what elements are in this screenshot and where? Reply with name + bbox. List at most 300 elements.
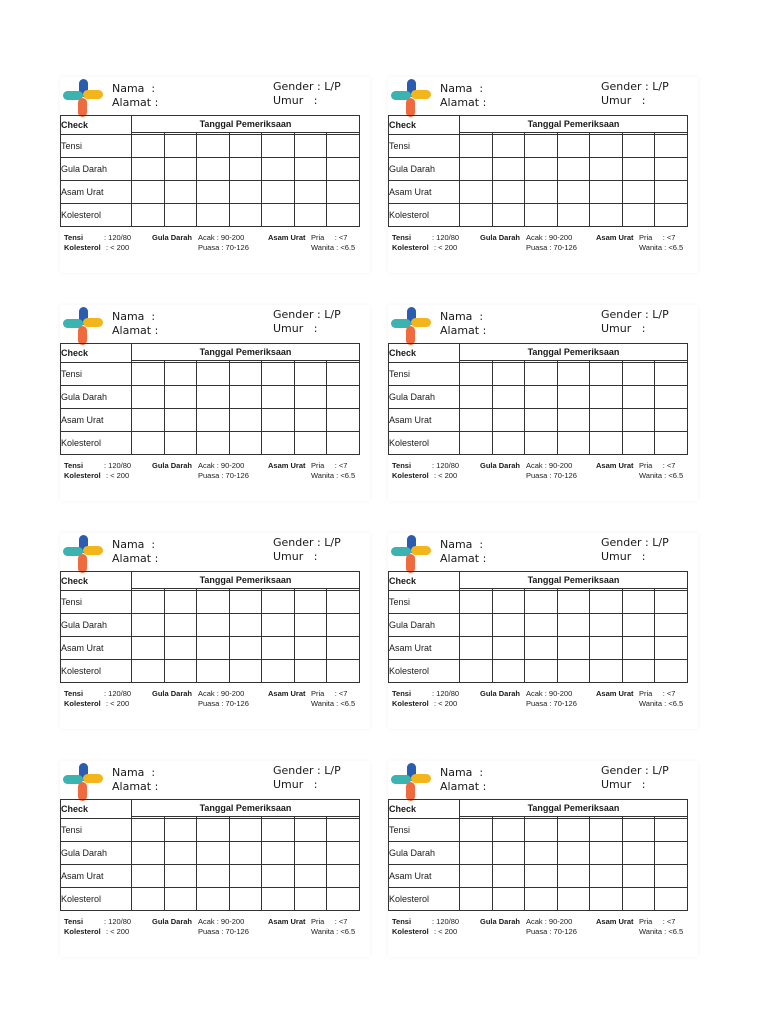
row-label-tensi: Tensi bbox=[61, 819, 132, 842]
entry-cell[interactable] bbox=[327, 363, 360, 386]
entry-cell[interactable] bbox=[590, 614, 623, 637]
nama-label: Nama : bbox=[440, 82, 484, 95]
entry-cell[interactable] bbox=[492, 386, 525, 409]
entry-cell[interactable] bbox=[262, 865, 295, 888]
nama-label: Nama : bbox=[440, 310, 484, 323]
entry-cell[interactable] bbox=[655, 887, 688, 910]
entry-cell[interactable] bbox=[197, 591, 230, 614]
entry-cell[interactable] bbox=[622, 181, 655, 204]
entry-cell[interactable] bbox=[197, 865, 230, 888]
entry-cell[interactable] bbox=[197, 203, 230, 226]
entry-cell[interactable] bbox=[294, 614, 327, 637]
entry-cell[interactable] bbox=[229, 614, 262, 637]
entry-cell[interactable] bbox=[327, 203, 360, 226]
entry-cell[interactable] bbox=[590, 887, 623, 910]
legend-urat-pria: Pria : <7 bbox=[639, 689, 676, 698]
entry-cell[interactable] bbox=[590, 363, 623, 386]
row-label-tensi: Tensi bbox=[389, 819, 460, 842]
entry-cell[interactable] bbox=[229, 158, 262, 181]
entry-cell[interactable] bbox=[655, 614, 688, 637]
legend-kolesterol-value: : < 200 bbox=[434, 699, 458, 708]
entry-cell[interactable] bbox=[132, 181, 165, 204]
entry-cell[interactable] bbox=[525, 409, 558, 432]
entry-cell[interactable] bbox=[294, 842, 327, 865]
umur-label: Umur : bbox=[273, 94, 318, 107]
entry-cell[interactable] bbox=[132, 409, 165, 432]
entry-cell[interactable] bbox=[164, 865, 197, 888]
entry-cell[interactable] bbox=[197, 409, 230, 432]
entry-cell[interactable] bbox=[525, 591, 558, 614]
entry-cell[interactable] bbox=[294, 203, 327, 226]
entry-cell[interactable] bbox=[557, 842, 590, 865]
entry-cell[interactable] bbox=[590, 181, 623, 204]
entry-cell[interactable] bbox=[164, 819, 197, 842]
check-table bbox=[388, 343, 688, 455]
entry-cell[interactable] bbox=[294, 591, 327, 614]
entry-cell[interactable] bbox=[229, 659, 262, 682]
entry-cell[interactable] bbox=[460, 135, 493, 158]
entry-cell[interactable] bbox=[460, 637, 493, 660]
entry-cell[interactable] bbox=[164, 614, 197, 637]
entry-cell[interactable] bbox=[229, 203, 262, 226]
entry-cell[interactable] bbox=[492, 819, 525, 842]
entry-cell[interactable] bbox=[557, 659, 590, 682]
entry-cell[interactable] bbox=[622, 887, 655, 910]
entry-cell[interactable] bbox=[327, 181, 360, 204]
legend-kolesterol-value: : < 200 bbox=[106, 927, 130, 936]
entry-cell[interactable] bbox=[262, 386, 295, 409]
date-header: Tanggal Pemeriksaan bbox=[460, 572, 688, 589]
entry-cell[interactable] bbox=[590, 659, 623, 682]
entry-cell[interactable] bbox=[164, 887, 197, 910]
entry-cell[interactable] bbox=[132, 887, 165, 910]
entry-cell[interactable] bbox=[262, 659, 295, 682]
entry-cell[interactable] bbox=[557, 363, 590, 386]
nama-label: Nama : bbox=[112, 538, 156, 551]
legend-gula-label: Gula Darah bbox=[152, 233, 193, 242]
entry-cell[interactable] bbox=[492, 181, 525, 204]
entry-cell[interactable] bbox=[229, 819, 262, 842]
entry-cell[interactable] bbox=[460, 819, 493, 842]
entry-cell[interactable] bbox=[492, 135, 525, 158]
entry-cell[interactable] bbox=[262, 431, 295, 454]
legend-urat-label: Asam Urat bbox=[596, 917, 634, 926]
entry-cell[interactable] bbox=[229, 135, 262, 158]
entry-cell[interactable] bbox=[460, 203, 493, 226]
entry-cell[interactable] bbox=[294, 865, 327, 888]
entry-cell[interactable] bbox=[622, 614, 655, 637]
entry-cell[interactable] bbox=[492, 431, 525, 454]
entry-cell[interactable] bbox=[294, 887, 327, 910]
entry-cell[interactable] bbox=[132, 203, 165, 226]
entry-cell[interactable] bbox=[229, 887, 262, 910]
entry-cell[interactable] bbox=[197, 158, 230, 181]
entry-cell[interactable] bbox=[590, 842, 623, 865]
entry-cell[interactable] bbox=[525, 431, 558, 454]
entry-cell[interactable] bbox=[590, 637, 623, 660]
entry-cell[interactable] bbox=[622, 659, 655, 682]
entry-cell[interactable] bbox=[655, 431, 688, 454]
entry-cell[interactable] bbox=[622, 842, 655, 865]
entry-cell[interactable] bbox=[327, 135, 360, 158]
entry-cell[interactable] bbox=[197, 842, 230, 865]
medical-cross-logo-icon bbox=[391, 79, 431, 117]
entry-cell[interactable] bbox=[655, 386, 688, 409]
entry-cell[interactable] bbox=[132, 135, 165, 158]
entry-cell[interactable] bbox=[262, 181, 295, 204]
entry-cell[interactable] bbox=[164, 409, 197, 432]
entry-cell[interactable] bbox=[164, 181, 197, 204]
entry-cell[interactable] bbox=[164, 386, 197, 409]
entry-cell[interactable] bbox=[622, 386, 655, 409]
entry-cell[interactable] bbox=[229, 637, 262, 660]
legend-urat-pria: Pria : <7 bbox=[311, 917, 348, 926]
legend-urat-label: Asam Urat bbox=[596, 689, 634, 698]
entry-cell[interactable] bbox=[294, 386, 327, 409]
entry-cell[interactable] bbox=[655, 591, 688, 614]
entry-cell[interactable] bbox=[492, 842, 525, 865]
entry-cell[interactable] bbox=[132, 158, 165, 181]
legend-gula-label: Gula Darah bbox=[152, 917, 193, 926]
entry-cell[interactable] bbox=[525, 614, 558, 637]
entry-cell[interactable] bbox=[557, 431, 590, 454]
entry-cell[interactable] bbox=[557, 203, 590, 226]
entry-cell[interactable] bbox=[525, 637, 558, 660]
entry-cell[interactable] bbox=[557, 819, 590, 842]
entry-cell[interactable] bbox=[460, 614, 493, 637]
row-label-kolesterol: Kolesterol bbox=[389, 203, 460, 226]
legend-tensi-label: Tensi bbox=[392, 689, 412, 698]
table-row bbox=[61, 614, 360, 637]
reference-legend bbox=[392, 689, 692, 711]
health-check-card-1 bbox=[60, 77, 370, 273]
entry-cell[interactable] bbox=[590, 819, 623, 842]
entry-cell[interactable] bbox=[460, 887, 493, 910]
legend-gula-puasa: Puasa : 70-126 bbox=[198, 927, 249, 936]
check-table bbox=[388, 799, 688, 911]
date-header: Tanggal Pemeriksaan bbox=[132, 344, 360, 361]
legend-kolesterol-label: Kolesterol bbox=[392, 927, 429, 936]
legend-urat-label: Asam Urat bbox=[268, 689, 306, 698]
entry-cell[interactable] bbox=[590, 431, 623, 454]
entry-cell[interactable] bbox=[197, 363, 230, 386]
entry-cell[interactable] bbox=[132, 637, 165, 660]
entry-cell[interactable] bbox=[525, 203, 558, 226]
entry-cell[interactable] bbox=[164, 842, 197, 865]
entry-cell[interactable] bbox=[622, 591, 655, 614]
entry-cell[interactable] bbox=[197, 386, 230, 409]
entry-cell[interactable] bbox=[622, 409, 655, 432]
entry-cell[interactable] bbox=[262, 135, 295, 158]
entry-cell[interactable] bbox=[492, 409, 525, 432]
entry-cell[interactable] bbox=[164, 363, 197, 386]
umur-label: Umur : bbox=[273, 322, 318, 335]
table-row bbox=[389, 591, 688, 614]
entry-cell[interactable] bbox=[655, 181, 688, 204]
legend-gula-label: Gula Darah bbox=[152, 689, 193, 698]
entry-cell[interactable] bbox=[557, 887, 590, 910]
entry-cell[interactable] bbox=[622, 203, 655, 226]
entry-cell[interactable] bbox=[460, 386, 493, 409]
entry-cell[interactable] bbox=[262, 842, 295, 865]
entry-cell[interactable] bbox=[262, 887, 295, 910]
table-row bbox=[61, 135, 360, 158]
entry-cell[interactable] bbox=[525, 659, 558, 682]
entry-cell[interactable] bbox=[262, 637, 295, 660]
entry-cell[interactable] bbox=[229, 363, 262, 386]
entry-cell[interactable] bbox=[327, 887, 360, 910]
reference-legend bbox=[64, 689, 364, 711]
entry-cell[interactable] bbox=[197, 135, 230, 158]
entry-cell[interactable] bbox=[655, 158, 688, 181]
table-row bbox=[389, 819, 688, 842]
entry-cell[interactable] bbox=[197, 637, 230, 660]
entry-cell[interactable] bbox=[622, 431, 655, 454]
entry-cell[interactable] bbox=[525, 842, 558, 865]
entry-cell[interactable] bbox=[164, 659, 197, 682]
entry-cell[interactable] bbox=[164, 203, 197, 226]
entry-cell[interactable] bbox=[492, 887, 525, 910]
entry-cell[interactable] bbox=[492, 363, 525, 386]
entry-cell[interactable] bbox=[655, 409, 688, 432]
entry-cell[interactable] bbox=[197, 887, 230, 910]
entry-cell[interactable] bbox=[132, 865, 165, 888]
row-label-asam-urat: Asam Urat bbox=[389, 865, 460, 888]
entry-cell[interactable] bbox=[460, 865, 493, 888]
legend-urat-label: Asam Urat bbox=[268, 233, 306, 242]
entry-cell[interactable] bbox=[327, 842, 360, 865]
entry-cell[interactable] bbox=[327, 386, 360, 409]
date-header: Tanggal Pemeriksaan bbox=[460, 344, 688, 361]
entry-cell[interactable] bbox=[557, 591, 590, 614]
entry-cell[interactable] bbox=[327, 158, 360, 181]
entry-cell[interactable] bbox=[622, 819, 655, 842]
entry-cell[interactable] bbox=[557, 181, 590, 204]
entry-cell[interactable] bbox=[132, 614, 165, 637]
legend-kolesterol-label: Kolesterol bbox=[64, 927, 101, 936]
entry-cell[interactable] bbox=[525, 865, 558, 888]
entry-cell[interactable] bbox=[132, 591, 165, 614]
entry-cell[interactable] bbox=[229, 431, 262, 454]
entry-cell[interactable] bbox=[294, 158, 327, 181]
entry-cell[interactable] bbox=[460, 591, 493, 614]
entry-cell[interactable] bbox=[262, 203, 295, 226]
entry-cell[interactable] bbox=[262, 158, 295, 181]
entry-cell[interactable] bbox=[327, 431, 360, 454]
entry-cell[interactable] bbox=[492, 637, 525, 660]
health-check-card-5 bbox=[60, 533, 370, 729]
entry-cell[interactable] bbox=[294, 659, 327, 682]
entry-cell[interactable] bbox=[294, 637, 327, 660]
entry-cell[interactable] bbox=[132, 431, 165, 454]
table-row bbox=[61, 865, 360, 888]
entry-cell[interactable] bbox=[655, 659, 688, 682]
entry-cell[interactable] bbox=[460, 409, 493, 432]
health-check-card-8 bbox=[388, 761, 698, 957]
entry-cell[interactable] bbox=[197, 659, 230, 682]
entry-cell[interactable] bbox=[262, 591, 295, 614]
entry-cell[interactable] bbox=[229, 591, 262, 614]
entry-cell[interactable] bbox=[655, 637, 688, 660]
entry-cell[interactable] bbox=[327, 865, 360, 888]
entry-cell[interactable] bbox=[492, 158, 525, 181]
entry-cell[interactable] bbox=[197, 431, 230, 454]
entry-cell[interactable] bbox=[557, 409, 590, 432]
row-label-kolesterol: Kolesterol bbox=[61, 887, 132, 910]
legend-gula-acak: Acak : 90-200 bbox=[526, 461, 573, 470]
health-check-card-7 bbox=[60, 761, 370, 957]
entry-cell[interactable] bbox=[460, 659, 493, 682]
alamat-label: Alamat : bbox=[112, 552, 159, 565]
entry-cell[interactable] bbox=[132, 386, 165, 409]
entry-cell[interactable] bbox=[132, 819, 165, 842]
entry-cell[interactable] bbox=[557, 158, 590, 181]
legend-gula-acak: Acak : 90-200 bbox=[198, 233, 245, 242]
entry-cell[interactable] bbox=[262, 614, 295, 637]
alamat-label: Alamat : bbox=[440, 552, 487, 565]
entry-cell[interactable] bbox=[294, 431, 327, 454]
entry-cell[interactable] bbox=[262, 409, 295, 432]
legend-tensi-label: Tensi bbox=[392, 461, 412, 470]
entry-cell[interactable] bbox=[492, 591, 525, 614]
entry-cell[interactable] bbox=[164, 431, 197, 454]
medical-cross-logo-icon bbox=[391, 763, 431, 801]
entry-cell[interactable] bbox=[229, 181, 262, 204]
entry-cell[interactable] bbox=[294, 181, 327, 204]
reference-legend bbox=[392, 461, 692, 483]
entry-cell[interactable] bbox=[460, 363, 493, 386]
entry-cell[interactable] bbox=[229, 865, 262, 888]
entry-cell[interactable] bbox=[460, 158, 493, 181]
entry-cell[interactable] bbox=[622, 637, 655, 660]
entry-cell[interactable] bbox=[132, 363, 165, 386]
entry-cell[interactable] bbox=[164, 591, 197, 614]
entry-cell[interactable] bbox=[525, 386, 558, 409]
entry-cell[interactable] bbox=[327, 591, 360, 614]
entry-cell[interactable] bbox=[557, 135, 590, 158]
medical-cross-logo-icon bbox=[63, 763, 103, 801]
entry-cell[interactable] bbox=[294, 363, 327, 386]
table-row bbox=[61, 386, 360, 409]
entry-cell[interactable] bbox=[327, 614, 360, 637]
entry-cell[interactable] bbox=[622, 363, 655, 386]
entry-cell[interactable] bbox=[460, 842, 493, 865]
entry-cell[interactable] bbox=[262, 819, 295, 842]
entry-cell[interactable] bbox=[164, 158, 197, 181]
entry-cell[interactable] bbox=[655, 363, 688, 386]
entry-cell[interactable] bbox=[492, 865, 525, 888]
row-label-tensi: Tensi bbox=[389, 591, 460, 614]
entry-cell[interactable] bbox=[557, 865, 590, 888]
entry-cell[interactable] bbox=[197, 614, 230, 637]
entry-cell[interactable] bbox=[557, 614, 590, 637]
entry-cell[interactable] bbox=[590, 386, 623, 409]
legend-gula-label: Gula Darah bbox=[152, 461, 193, 470]
entry-cell[interactable] bbox=[229, 409, 262, 432]
entry-cell[interactable] bbox=[492, 614, 525, 637]
entry-cell[interactable] bbox=[590, 865, 623, 888]
legend-urat-label: Asam Urat bbox=[268, 461, 306, 470]
entry-cell[interactable] bbox=[525, 363, 558, 386]
entry-cell[interactable] bbox=[655, 819, 688, 842]
legend-gula-puasa: Puasa : 70-126 bbox=[526, 243, 577, 252]
entry-cell[interactable] bbox=[622, 135, 655, 158]
legend-kolesterol-label: Kolesterol bbox=[392, 471, 429, 480]
gender-label: Gender : L/P bbox=[601, 536, 669, 549]
entry-cell[interactable] bbox=[164, 135, 197, 158]
health-check-card-4 bbox=[388, 305, 698, 501]
entry-cell[interactable] bbox=[590, 158, 623, 181]
entry-cell[interactable] bbox=[590, 409, 623, 432]
umur-label: Umur : bbox=[273, 778, 318, 791]
entry-cell[interactable] bbox=[525, 181, 558, 204]
entry-cell[interactable] bbox=[492, 203, 525, 226]
entry-cell[interactable] bbox=[590, 135, 623, 158]
entry-cell[interactable] bbox=[132, 842, 165, 865]
entry-cell[interactable] bbox=[132, 659, 165, 682]
legend-gula-acak: Acak : 90-200 bbox=[198, 461, 245, 470]
row-label-tensi: Tensi bbox=[61, 363, 132, 386]
entry-cell[interactable] bbox=[655, 865, 688, 888]
entry-cell[interactable] bbox=[655, 842, 688, 865]
legend-tensi-value: : 120/80 bbox=[432, 917, 460, 926]
entry-cell[interactable] bbox=[197, 819, 230, 842]
legend-gula-label: Gula Darah bbox=[480, 461, 521, 470]
entry-cell[interactable] bbox=[557, 386, 590, 409]
entry-cell[interactable] bbox=[460, 431, 493, 454]
umur-label: Umur : bbox=[601, 94, 646, 107]
legend-gula-acak: Acak : 90-200 bbox=[526, 917, 573, 926]
legend-urat-wanita: Wanita : <6.5 bbox=[639, 471, 684, 480]
legend-tensi-value: : 120/80 bbox=[104, 233, 132, 242]
entry-cell[interactable] bbox=[590, 203, 623, 226]
check-header: Check bbox=[389, 344, 460, 363]
entry-cell[interactable] bbox=[525, 819, 558, 842]
gender-label: Gender : L/P bbox=[601, 764, 669, 777]
entry-cell[interactable] bbox=[557, 637, 590, 660]
entry-cell[interactable] bbox=[197, 181, 230, 204]
entry-cell[interactable] bbox=[164, 637, 197, 660]
legend-gula-acak: Acak : 90-200 bbox=[526, 689, 573, 698]
entry-cell[interactable] bbox=[655, 203, 688, 226]
entry-cell[interactable] bbox=[294, 135, 327, 158]
entry-cell[interactable] bbox=[327, 659, 360, 682]
alamat-label: Alamat : bbox=[440, 96, 487, 109]
entry-cell[interactable] bbox=[655, 135, 688, 158]
entry-cell[interactable] bbox=[492, 659, 525, 682]
entry-cell[interactable] bbox=[229, 386, 262, 409]
entry-cell[interactable] bbox=[327, 637, 360, 660]
table-row bbox=[61, 887, 360, 910]
entry-cell[interactable] bbox=[525, 135, 558, 158]
row-label-gula-darah: Gula Darah bbox=[61, 614, 132, 637]
entry-cell[interactable] bbox=[525, 158, 558, 181]
entry-cell[interactable] bbox=[590, 591, 623, 614]
entry-cell[interactable] bbox=[622, 865, 655, 888]
medical-cross-logo-icon bbox=[63, 79, 103, 117]
entry-cell[interactable] bbox=[294, 409, 327, 432]
entry-cell[interactable] bbox=[229, 842, 262, 865]
table-row bbox=[389, 181, 688, 204]
alamat-label: Alamat : bbox=[112, 780, 159, 793]
entry-cell[interactable] bbox=[622, 158, 655, 181]
entry-cell[interactable] bbox=[262, 363, 295, 386]
entry-cell[interactable] bbox=[294, 819, 327, 842]
entry-cell[interactable] bbox=[525, 887, 558, 910]
entry-cell[interactable] bbox=[327, 819, 360, 842]
entry-cell[interactable] bbox=[460, 181, 493, 204]
entry-cell[interactable] bbox=[327, 409, 360, 432]
